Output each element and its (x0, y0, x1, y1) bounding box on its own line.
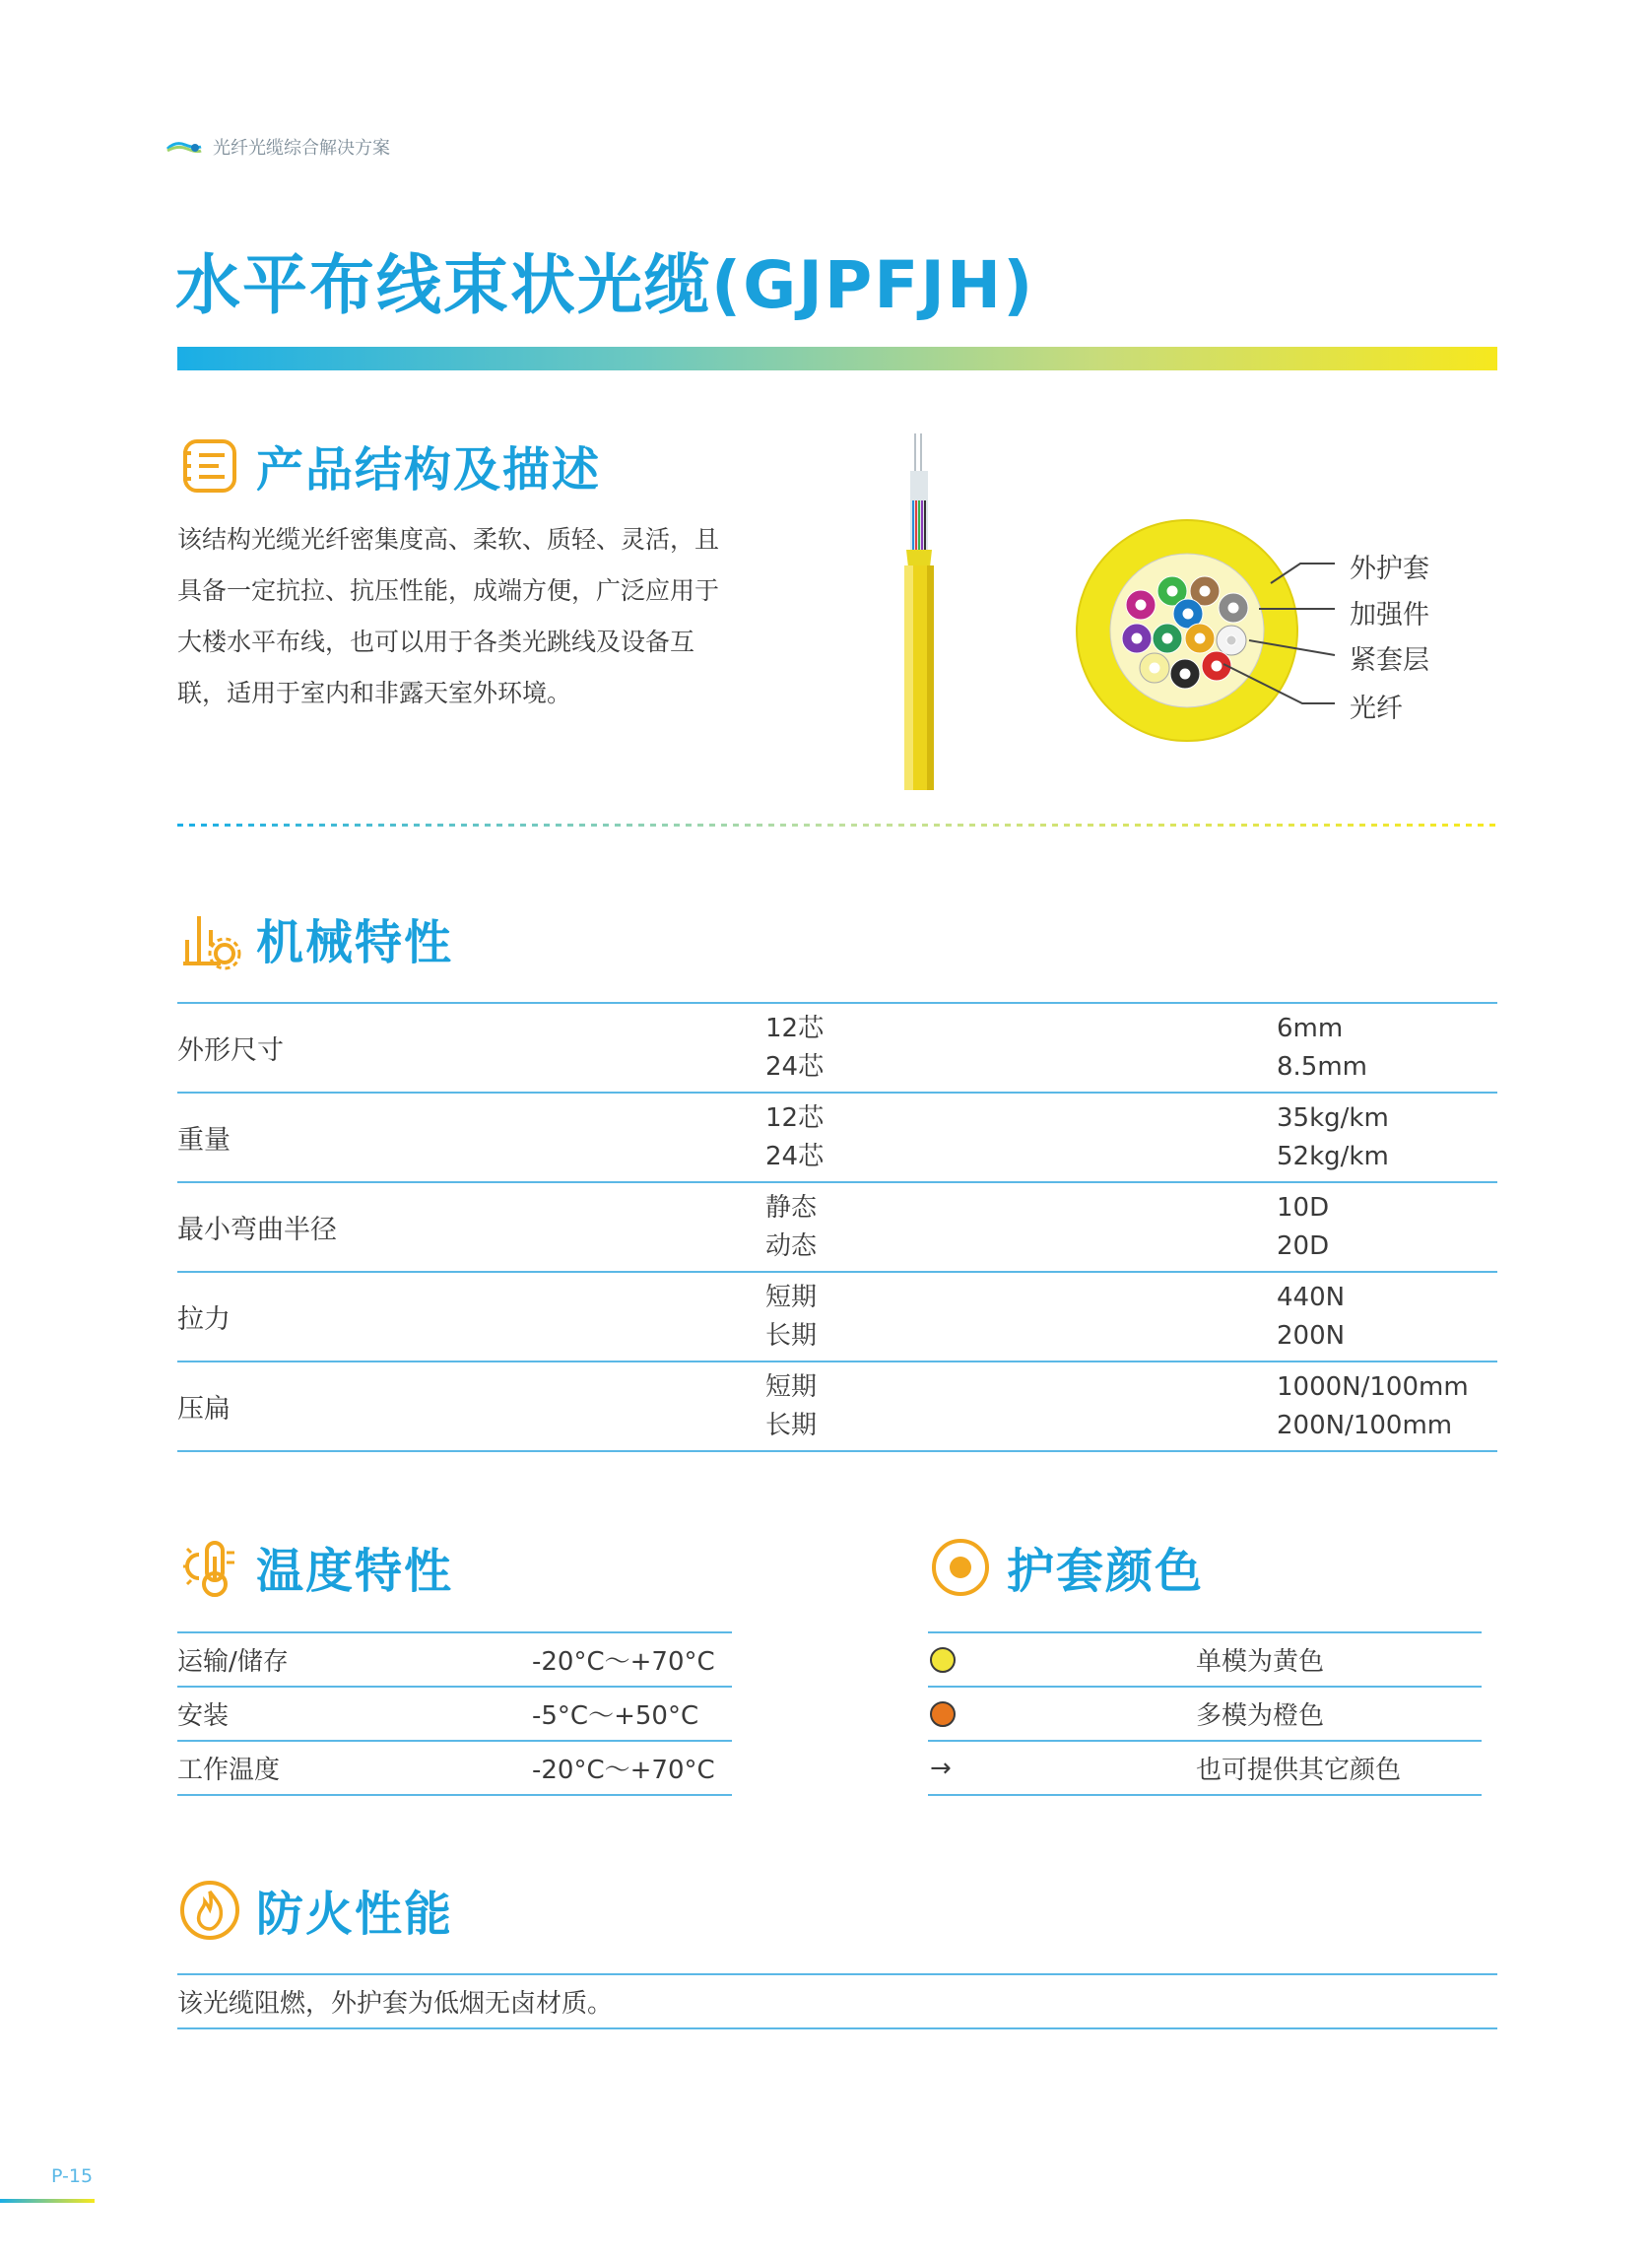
color-text: 多模为橙色 (1196, 1701, 1325, 1731)
value: 200N (1277, 1320, 1346, 1351)
table-row (177, 1273, 1497, 1362)
sub-label: 12芯 (765, 1013, 825, 1043)
sub-label: 动态 (765, 1230, 818, 1261)
color-mark (928, 1647, 1196, 1673)
arrow-right-icon: → (930, 1753, 952, 1783)
row-name: 外形尺寸 (177, 1035, 284, 1066)
row-subs (765, 1279, 1277, 1356)
row-name: 最小弯曲半径 (177, 1215, 337, 1245)
brand-logo-icon (165, 139, 203, 155)
mechanical-section-heading (177, 904, 453, 972)
title-gradient-bar (177, 347, 1497, 370)
mechanical-table (177, 1002, 1497, 1452)
temperature-heading: 温度特性 (256, 1544, 454, 1599)
table-row (177, 1183, 1497, 1273)
jacket-color-heading: 护套颜色 (1007, 1544, 1205, 1599)
fire-table (177, 1973, 1497, 2029)
value: 440N (1277, 1282, 1346, 1312)
value: 6mm (1277, 1013, 1344, 1043)
sub-label: 24芯 (765, 1051, 825, 1082)
value: 8.5mm (1277, 1051, 1368, 1082)
sub-label: 短期 (765, 1371, 818, 1402)
sub-label: 静态 (765, 1192, 818, 1223)
mechanical-heading: 机械特性 (256, 915, 454, 970)
row-values (1277, 1010, 1497, 1087)
label-fiber: 光纤 (1350, 694, 1403, 724)
table-row (177, 1688, 732, 1742)
value: 200N/100mm (1277, 1410, 1453, 1440)
sub-label: 12芯 (765, 1102, 825, 1133)
temp-value: -20°C～+70°C (532, 1647, 715, 1677)
section-divider (177, 824, 1497, 827)
row-name: 重量 (177, 1125, 231, 1156)
color-text: 也可提供其它颜色 (1196, 1756, 1402, 1785)
table-row (928, 1633, 1482, 1688)
value: 52kg/km (1277, 1141, 1389, 1171)
flame-icon (177, 1878, 242, 1943)
jacket-color-table (928, 1631, 1482, 1796)
table-row (928, 1688, 1482, 1742)
page-number-bar (0, 2199, 95, 2203)
label-strength-member: 加强件 (1350, 600, 1429, 631)
row-name: 拉力 (177, 1304, 231, 1335)
cable-photo-illustration (894, 432, 944, 790)
row-values (1277, 1368, 1497, 1445)
table-row (928, 1742, 1482, 1796)
jacket-color-section-heading (928, 1533, 1204, 1601)
value: 1000N/100mm (1277, 1371, 1469, 1402)
sub-label: 24芯 (765, 1141, 825, 1171)
row-subs (765, 1189, 1277, 1266)
table-row (177, 1094, 1497, 1183)
temp-name: 安装 (177, 1701, 230, 1731)
temperature-table (177, 1631, 732, 1796)
table-row (177, 1742, 732, 1796)
fire-section-heading (177, 1876, 453, 1944)
gear-gauge-icon (177, 906, 242, 971)
color-mark (928, 1701, 1196, 1727)
structure-description: 该结构光缆光纤密集度高、柔软、质轻、灵活，且具备一定抗拉、抗压性能，成端方便，广泛应用于大楼水平布线，也可以用于各类光跳线及设备互联，适用于室内和非露天室外环境。 (177, 525, 720, 707)
value: 10D (1277, 1192, 1330, 1223)
color-mark (928, 1754, 1196, 1783)
row-subs (765, 1368, 1277, 1445)
sub-label: 长期 (765, 1410, 818, 1440)
row-name: 压扁 (177, 1394, 231, 1425)
label-outer-jacket: 外护套 (1350, 554, 1429, 584)
row-values (1277, 1099, 1497, 1176)
temp-name: 工作温度 (177, 1756, 281, 1785)
temp-value: -20°C～+70°C (532, 1756, 715, 1785)
row-subs (765, 1010, 1277, 1087)
label-tight-buffer: 紧套层 (1350, 645, 1429, 676)
row-values (1277, 1279, 1497, 1356)
table-row (177, 1633, 732, 1688)
document-list-icon (177, 433, 242, 498)
temp-name: 运输/储存 (177, 1647, 289, 1677)
table-row (177, 1004, 1497, 1094)
target-dot-icon (928, 1535, 993, 1600)
header-text: 光纤光缆综合解决方案 (213, 138, 390, 159)
row-values (1277, 1189, 1497, 1266)
table-row (177, 1362, 1497, 1452)
row-subs (765, 1099, 1277, 1176)
value: 20D (1277, 1230, 1330, 1261)
running-header (165, 134, 390, 160)
color-text: 单模为黄色 (1196, 1647, 1325, 1677)
orange-dot-icon (930, 1701, 956, 1727)
thermometer-sun-icon (177, 1535, 242, 1600)
fire-heading: 防火性能 (256, 1887, 454, 1942)
structure-section-heading (177, 432, 601, 499)
yellow-dot-icon (930, 1647, 956, 1673)
sub-label: 短期 (765, 1282, 818, 1312)
fire-text: 该光缆阻燃，外护套为低烟无卤材质。 (177, 1989, 614, 2019)
page-number: P-15 (51, 2165, 94, 2187)
sub-label: 长期 (765, 1320, 818, 1351)
value: 35kg/km (1277, 1102, 1389, 1133)
structure-heading: 产品结构及描述 (256, 442, 602, 498)
page-title: 水平布线束状光缆(GJPFJH) (175, 247, 1035, 323)
temperature-section-heading (177, 1533, 453, 1601)
temp-value: -5°C～+50°C (532, 1701, 699, 1731)
